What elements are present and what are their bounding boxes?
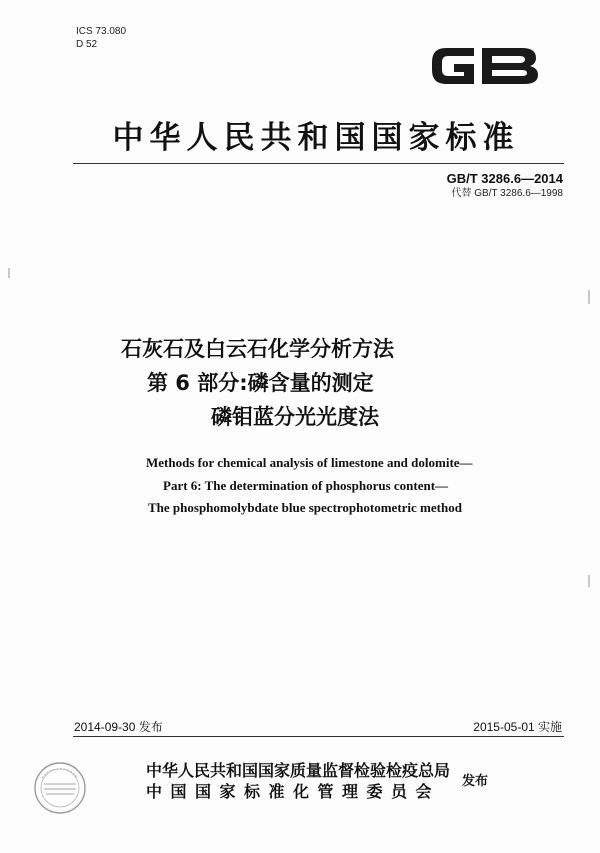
scan-mark bbox=[588, 575, 590, 587]
chinese-title-line-1: 石灰石及白云石化学分析方法 bbox=[121, 337, 394, 361]
issuer-line-1: 中华人民共和国国家质量监督检验检疫总局 bbox=[146, 761, 451, 780]
english-title-line-3: The phosphomolybdate blue spectrophotometric method bbox=[148, 500, 462, 515]
standard-category-title: 中华人民共和国国家标准 bbox=[112, 120, 520, 156]
gb-logo bbox=[426, 38, 544, 94]
chinese-title-line-3: 磷钼蓝分光光度法 bbox=[211, 405, 379, 429]
english-title-line-1: Methods for chemical analysis of limestone and dolomite— bbox=[146, 455, 473, 470]
scan-mark bbox=[588, 290, 590, 304]
implementation-date: 2015-05-01 实施 bbox=[473, 720, 562, 734]
issuing-authorities bbox=[146, 760, 450, 802]
scan-mark bbox=[8, 268, 10, 278]
ics-code: ICS 73.080 bbox=[76, 26, 127, 37]
issuer-line-2: 中国国家标准化管理委员会 bbox=[146, 782, 441, 801]
header-divider bbox=[73, 163, 564, 164]
library-stamp bbox=[32, 760, 88, 816]
classification-codes bbox=[76, 25, 126, 51]
issued-by-label: 发布 bbox=[462, 774, 489, 789]
gb-logo-graphic bbox=[426, 38, 544, 94]
replaces-standard: 代替 GB/T 3286.6—1998 bbox=[451, 188, 563, 199]
standard-number-block bbox=[447, 170, 563, 200]
chinese-title-line-2: 第 6 部分:磷含量的测定 bbox=[147, 371, 374, 395]
english-title-line-2: Part 6: The determination of phosphorus content— bbox=[163, 478, 449, 493]
ccs-code: D 52 bbox=[76, 39, 98, 50]
standard-number: GB/T 3286.6—2014 bbox=[446, 171, 563, 186]
footer-divider bbox=[73, 736, 564, 737]
stamp-seal-graphic bbox=[32, 760, 88, 816]
issue-date: 2014-09-30 发布 bbox=[74, 720, 163, 734]
